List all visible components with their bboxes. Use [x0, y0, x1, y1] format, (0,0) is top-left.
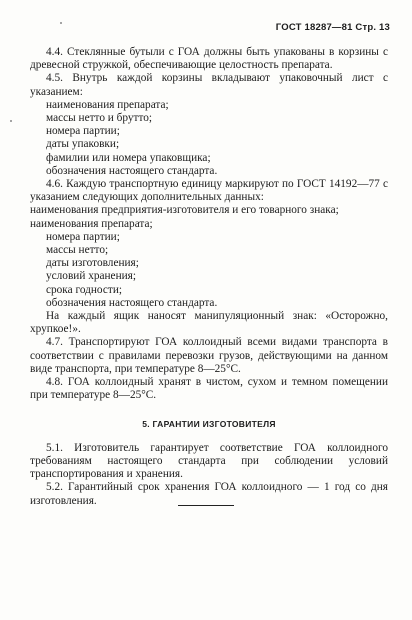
paragraph-handling-mark: На каждый ящик наносят манипуляционный знак: «Осторожно, хрупкое!».	[30, 310, 388, 336]
list-item: даты изготовления;	[46, 257, 139, 270]
list-item: наименования препарата;	[46, 98, 169, 111]
scan-speck	[60, 22, 62, 24]
paragraph-4-7: 4.7. Транспортируют ГОА коллоидный всеми видами транспорта в соответствии с правилами перевозки грузов, действующими на данном виде транспорта, при температуре 8—25°С.	[30, 336, 388, 375]
paragraph-5-2: 5.2. Гарантийный срок хранения ГОА коллоидного — 1 год со дня изготовления.	[30, 481, 388, 507]
paragraph-4-6: 4.6. Каждую транспортную единицу маркируют по ГОСТ 14192—77 с указанием следующих дополнительных данных:	[30, 178, 388, 204]
end-divider	[178, 505, 234, 506]
paragraph-4-5: 4.5. Внутрь каждой корзины вкладывают упаковочный лист с указанием:	[30, 72, 388, 98]
list-item: даты упаковки;	[46, 138, 120, 151]
document-body	[30, 46, 388, 508]
list-item: наименования предприятия-изготовителя и его товарного знака;	[30, 204, 339, 217]
paragraph-5-1: 5.1. Изготовитель гарантирует соответствие ГОА коллоидного требованиям настоящего стандарта при соблюдении условий транспортирования и хранения.	[30, 441, 388, 481]
paragraph-4-8: 4.8. ГОА коллоидный хранят в чистом, сухом и темном помещении при температуре 8—25°С.	[30, 376, 388, 402]
scan-speck	[10, 120, 12, 122]
list-item: массы нетто;	[46, 244, 109, 257]
page-header: ГОСТ 18287—81 Стр. 13	[275, 22, 390, 33]
list-item: массы нетто и брутто;	[46, 112, 153, 125]
section-heading: 5. ГАРАНТИИ ИЗГОТОВИТЕЛЯ	[142, 419, 276, 430]
list-item: фамилии или номера упаковщика;	[46, 151, 211, 164]
list-item: наименования препарата;	[30, 217, 153, 230]
list-item: срока годности;	[46, 283, 123, 296]
list-item: обозначения настоящего стандарта.	[46, 296, 218, 309]
list-item: обозначения настоящего стандарта.	[46, 164, 218, 177]
list-item: условий хранения;	[46, 270, 136, 283]
list-item: номера партии;	[46, 125, 120, 138]
list-item: номера партии;	[46, 230, 120, 243]
paragraph-4-4: 4.4. Стеклянные бутыли с ГОА должны быть упакованы в корзины с древесной стружкой, обеспечивающие целостность препарата.	[30, 46, 388, 72]
